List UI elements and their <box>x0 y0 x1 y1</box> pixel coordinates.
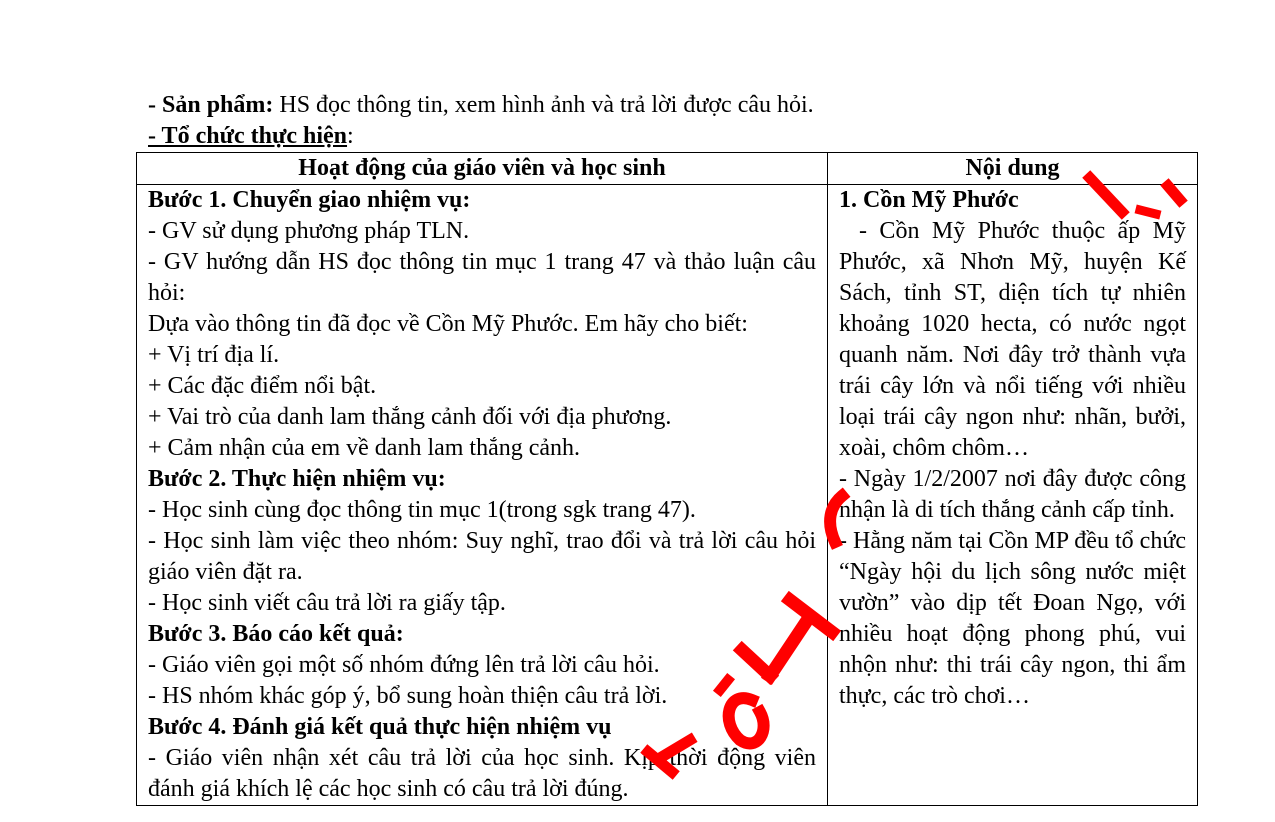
activities-cell <box>137 185 828 806</box>
section-title: 1. Cồn Mỹ Phước <box>839 187 1019 213</box>
content-paragraph: - Hằng năm tại Cồn MP đều tổ chức “Ngày hội du lịch sông nước miệt vườn” vào dịp tết Đoan Ngọ, với nhiều hoạt động phong phú, vui nhộn như: thi trái cây ngon, thi ẩm thực, các trò chơi… <box>839 528 1186 709</box>
step2-title: Bước 2. Thực hiện nhiệm vụ: <box>148 466 446 492</box>
table-body-row <box>137 185 1198 806</box>
header-activities: Hoạt động của giáo viên và học sinh <box>137 153 828 185</box>
step2-line: - Học sinh cùng đọc thông tin mục 1(trong sgk trang 47). <box>148 497 696 523</box>
step3-title: Bước 3. Báo cáo kết quả: <box>148 621 404 647</box>
step2-line: - Học sinh làm việc theo nhóm: Suy nghĩ, trao đổi và trả lời câu hỏi giáo viên đặt ra. <box>148 528 816 585</box>
activity-table <box>136 152 1198 806</box>
step1-title: Bước 1. Chuyển giao nhiệm vụ: <box>148 187 471 213</box>
table-header-row <box>137 153 1198 185</box>
step1-line: + Vị trí địa lí. <box>148 342 280 368</box>
organization-colon: : <box>347 123 354 149</box>
organization-line <box>148 121 354 152</box>
content-paragraph: - Cồn Mỹ Phước thuộc ấp Mỹ Phước, xã Nhơn Mỹ, huyện Kế Sách, tỉnh ST, diện tích tự nhiên khoảng 1020 hecta, có nước ngọt quanh năm. Nơi đây trở thành vựa trái cây lớn và nổi tiếng với nhiều loại trái cây ngon như: nhãn, bưởi, xoài, chôm chôm… <box>839 218 1186 461</box>
step1-line: - GV hướng dẫn HS đọc thông tin mục 1 trang 47 và thảo luận câu hỏi: <box>148 249 816 306</box>
product-text: HS đọc thông tin, xem hình ảnh và trả lời được câu hỏi. <box>273 92 814 118</box>
step1-line: + Các đặc điểm nổi bật. <box>148 373 377 399</box>
step4-line: - Giáo viên nhận xét câu trả lời của học sinh. Kịp thời động viên đánh giá khích lệ các học sinh có câu trả lời đúng. <box>148 745 816 802</box>
organization-label: - Tổ chức thực hiện <box>148 123 348 149</box>
step4-title: Bước 4. Đánh giá kết quả thực hiện nhiệm vụ <box>148 714 612 740</box>
step1-line: - GV sử dụng phương pháp TLN. <box>148 218 470 244</box>
product-label: - Sản phẩm: <box>148 92 274 118</box>
step1-line: Dựa vào thông tin đã đọc về Cồn Mỹ Phước. Em hãy cho biết: <box>148 311 748 337</box>
step3-line: - Giáo viên gọi một số nhóm đứng lên trả lời câu hỏi. <box>148 652 660 678</box>
header-content: Nội dung <box>828 153 1198 185</box>
product-line <box>148 90 814 121</box>
step1-line: + Vai trò của danh lam thắng cảnh đối với địa phương. <box>148 404 672 430</box>
step3-line: - HS nhóm khác góp ý, bổ sung hoàn thiện câu trả lời. <box>148 683 668 709</box>
content-paragraph: - Ngày 1/2/2007 nơi đây được công nhận là di tích thắng cảnh cấp tỉnh. <box>839 466 1186 523</box>
step1-line: + Cảm nhận của em về danh lam thắng cảnh. <box>148 435 581 461</box>
step2-line: - Học sinh viết câu trả lời ra giấy tập. <box>148 590 506 616</box>
content-cell <box>828 185 1198 806</box>
